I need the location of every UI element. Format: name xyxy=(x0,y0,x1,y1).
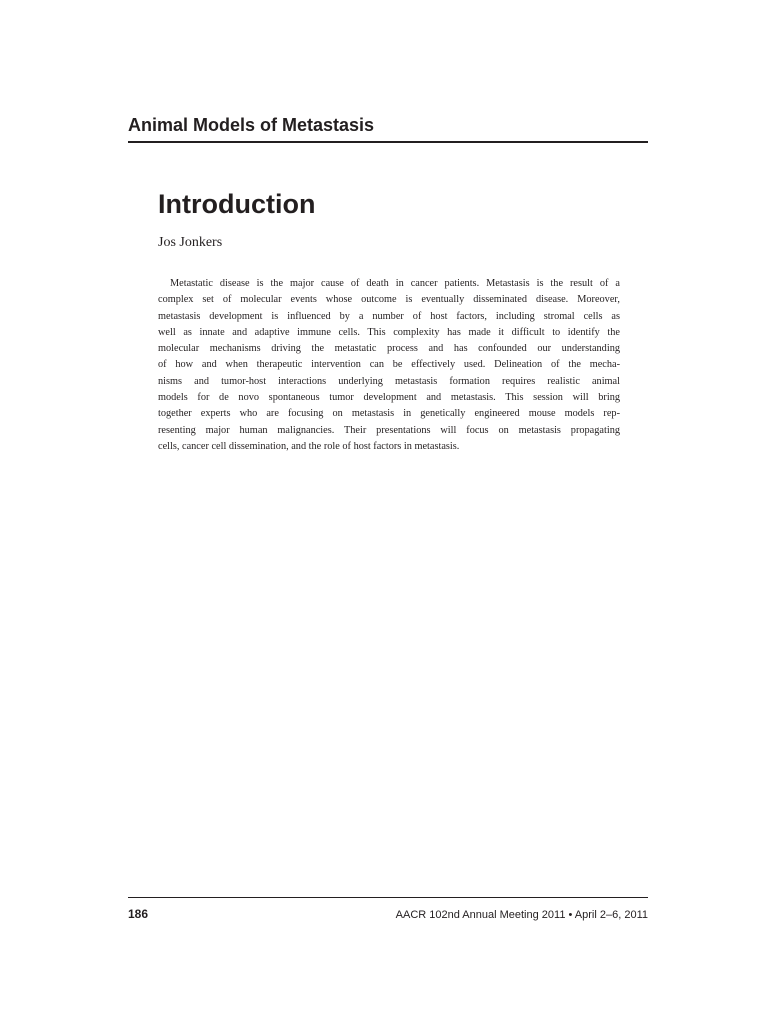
body-paragraph xyxy=(158,276,620,455)
paragraph-line: resenting major human malignancies. Their presentations will focus on metastasis propagating xyxy=(158,424,620,436)
page-title: Introduction xyxy=(158,189,316,219)
paragraph-line: metastasis development is influenced by a number of host factors, including stromal cells as xyxy=(158,310,620,322)
paragraph-line: Metastatic disease is the major cause of death in cancer patients. Metastasis is the result of a xyxy=(170,278,620,289)
paragraph-line: cells, cancer cell dissemination, and the role of host factors in metastasis. xyxy=(158,440,460,452)
author-name: Jos Jonkers xyxy=(158,235,223,250)
section-header: Animal Models of Metastasis xyxy=(128,115,375,135)
paragraph-line: of how and when therapeutic intervention can be effectively used. Delineation of the mecha- xyxy=(158,359,620,371)
footer-meeting-info: AACR 102nd Annual Meeting 2011 • April 2–6, 2011 xyxy=(395,909,648,921)
paragraph-line: molecular mechanisms driving the metastatic process and has confounded our understanding xyxy=(158,343,620,355)
footer-divider xyxy=(128,897,648,898)
paragraph-line: together experts who are focusing on metastasis in genetically engineered mouse models rep- xyxy=(158,408,620,420)
paragraph-line: well as innate and adaptive immune cells. This complexity has made it difficult to identify the xyxy=(158,326,620,338)
page-number: 186 xyxy=(128,907,149,921)
paragraph-line: models for de novo spontaneous tumor development and metastasis. This session will bring xyxy=(158,392,620,404)
paragraph-line: nisms and tumor-host interactions underlying metastasis formation requires realistic animal xyxy=(158,375,620,387)
paragraph-line: complex set of molecular events whose outcome is eventually disseminated disease. Moreover, xyxy=(158,294,620,306)
header-divider xyxy=(128,141,648,143)
